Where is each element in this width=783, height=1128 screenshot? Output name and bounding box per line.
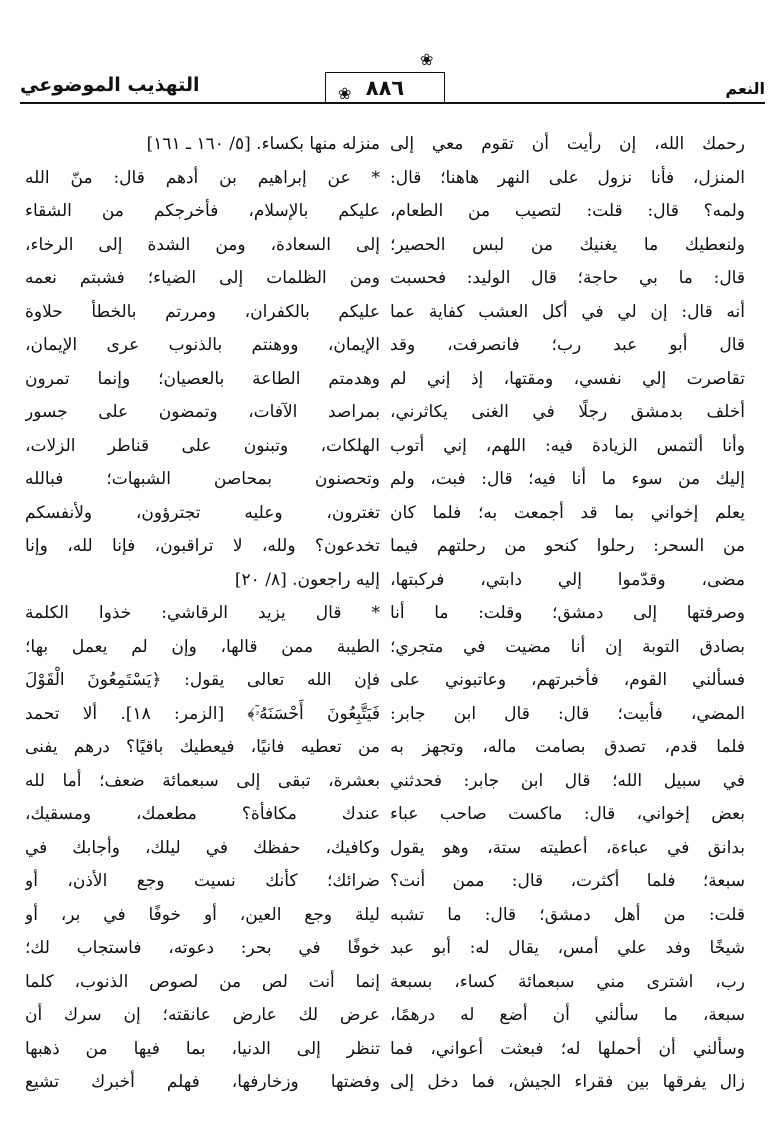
left-column bbox=[25, 128, 380, 1100]
text-line: بعشرة، تبقى إلى سبعمائة ضعف؛ أما لله bbox=[25, 770, 380, 791]
right-column bbox=[390, 128, 745, 1100]
text-line: إليه راجعون. [٨/ ٢٠] bbox=[234, 569, 380, 590]
text-line: تقاصرت إلي نفسي، ومقتها، إذ إني لم bbox=[390, 368, 745, 389]
text-line: إليك من سوء ما أنا فيه؛ قال: فبت، ولم bbox=[390, 469, 745, 489]
text-line: إنما أنت لص من لصوص الذنوب، كلما bbox=[25, 971, 380, 992]
text-line: ومن الظلمات إلى الضياء؛ فشبتم نعمه bbox=[25, 268, 380, 288]
text-line: تنظر إلى الدنيا، بما فيها من ذهبها bbox=[25, 1038, 380, 1059]
page-header bbox=[20, 52, 765, 108]
header-divider bbox=[20, 102, 765, 104]
section-title: النعم bbox=[725, 79, 765, 98]
text-line: شيخًا وفد علي أمس، يقال له: أبو عبد bbox=[390, 938, 745, 958]
text-line: أخلف بدمشق رجلًا في الغنى يكاثرني، bbox=[390, 402, 745, 422]
text-line: بدانق في عباءة، أعطيته ستة، وهو يقول bbox=[390, 837, 745, 858]
text-line: وتحصنون بمحاصن الشبهات؛ فبالله bbox=[25, 469, 380, 489]
text-line: الطيبة ممن قالها، وإن لم يعمل بها؛ bbox=[25, 636, 380, 657]
ornament-flower-icon: ❀ bbox=[420, 50, 434, 69]
text-line: فسألني القوم، فأخبرتهم، وعاتبوني على bbox=[390, 670, 745, 690]
text-line: ولمه؟ قال: قلت: لتصيب من الطعام، bbox=[390, 201, 745, 221]
text-line: سبعة؛ فلما أكثرت، قال: ممن أنت؟ bbox=[390, 871, 745, 891]
text-line: وأنا ألتمس الزيادة فيه: اللهم، إني أتوب bbox=[390, 435, 745, 456]
text-line: قال: ما بي حاجة؛ قال الوليد: فحسبت bbox=[390, 268, 745, 288]
text-line: تخدعون؟ ولله، لا تراقبون، فإنا لله، وإنا bbox=[25, 536, 380, 556]
text-line: مضى، وقدّموا إلي دابتي، فركبتها، bbox=[390, 569, 745, 590]
page-number: ٨٨٦ bbox=[325, 72, 445, 103]
text-line: عندك مكافأة؟ مطعمك، ومسقيك، bbox=[25, 804, 380, 824]
text-line: تغترون، وعليه تجترؤون، ولأنفسكم bbox=[25, 502, 380, 523]
text-line: منزله منها بكساء. [٥/ ١٦٠ ـ ١٦١] bbox=[146, 134, 380, 154]
text-line: وفضتها وزخارفها، فهلم أخبرك تشيع bbox=[25, 1072, 380, 1092]
text-line: قال أبو عبد رب؛ فانصرفت، وقد bbox=[390, 335, 745, 355]
text-line: * عن إبراهيم بن أدهم قال: منّ الله bbox=[25, 167, 380, 188]
text-line: عليكم بالإسلام، فأخرجكم من الشقاء bbox=[25, 201, 380, 221]
text-line: وكافيك، حفظك في ليلك، وأجابك في bbox=[25, 837, 380, 858]
text-line: عرض لك عارض عانقته؛ إن سرك أن bbox=[25, 1005, 380, 1025]
text-line: بصادق التوبة إن أنا مضيت في متجري؛ bbox=[390, 636, 745, 657]
text-line: خوفًا في بحر: دعوته، فاستجاب لك؛ bbox=[25, 938, 380, 958]
text-line: رحمك الله، إن رأيت أن تقوم معي إلى bbox=[390, 134, 745, 154]
book-title: التهذيب الموضوعي bbox=[20, 74, 200, 96]
text-line: بعض إخواني، قال: ماكست صاحب عباء bbox=[390, 804, 745, 824]
text-line: فَيَتَّبِعُونَ أَحْسَنَهُۥٓ﴾ [الزمر: ١٨]. ألا تحمد bbox=[25, 703, 380, 724]
text-line: فإن الله تعالى يقول: ﴿يَسْتَمِعُونَ الْقَوْلَ bbox=[25, 670, 380, 690]
text-line: بمراصد الآفات، وتمضون على جسور bbox=[25, 402, 380, 422]
text-line: الهلكات، وتبنون على قناطر الزلات، bbox=[25, 435, 380, 456]
text-line: وصرفتها إلى دمشق؛ وقلت: ما أنا bbox=[390, 603, 745, 623]
text-line: إلى السعادة، ومن الشدة إلى الرخاء، bbox=[25, 234, 380, 255]
text-line: المضي، فأبيت؛ قال: قال ابن جابر: bbox=[390, 703, 745, 724]
text-line: فلما قدم، تصدق بصامت ماله، وتجهز به bbox=[390, 737, 745, 757]
text-line: في سبيل الله؛ قال ابن جابر: فحدثني bbox=[390, 770, 745, 791]
text-line: الإيمان، ووهنتم بالذنوب عرى الإيمان، bbox=[25, 335, 380, 355]
text-line: وهدمتم الطاعة بالعصيان؛ وإنما تمرون bbox=[25, 368, 380, 389]
text-line: قلت: من أهل دمشق؛ قال: ما تشبه bbox=[390, 904, 745, 925]
text-line: ولنعطيك ما يغنيك من لبس الحصير؛ bbox=[390, 234, 745, 255]
text-line: يعلم إخواني بما قد أجمعت به؛ فلما كان bbox=[390, 502, 745, 523]
text-line: ليلة وجع العين، أو خوفًا في بر، أو bbox=[25, 904, 380, 925]
text-line: * قال يزيد الرقاشي: خذوا الكلمة bbox=[25, 603, 380, 623]
text-line: من السحر: رحلوا كنحو من رحلتهم فيما bbox=[390, 536, 745, 556]
text-line: عليكم بالكفران، ومررتم بالخطأ حلاوة bbox=[25, 301, 380, 322]
text-line: أنه قال: إن لي في أكل العشب كفاية عما bbox=[390, 301, 745, 322]
text-line: زال يفرقها بين فقراء الجيش، فما دخل إلى bbox=[390, 1072, 745, 1092]
ornament-flower-icon: ❀ bbox=[338, 84, 352, 103]
text-line: من تعطيه فانيًا، فيعطيك باقيًا؟ درهم يفنى bbox=[25, 737, 380, 757]
text-line: رب، اشترى مني سبعمائة كساء، بسبعة bbox=[390, 971, 745, 992]
text-line: المنزل، فأنا نزول على النهر هاهنا؛ قال: bbox=[390, 167, 745, 188]
text-line: ضرائك؛ كأنك نسيت وجع الأذن، أو bbox=[25, 871, 380, 891]
text-line: وسألني أن أحملها له؛ فبعثت أعواني، فما bbox=[390, 1038, 745, 1059]
text-line: سبعة، ما سألني أن أضع له درهمًا، bbox=[390, 1005, 745, 1025]
